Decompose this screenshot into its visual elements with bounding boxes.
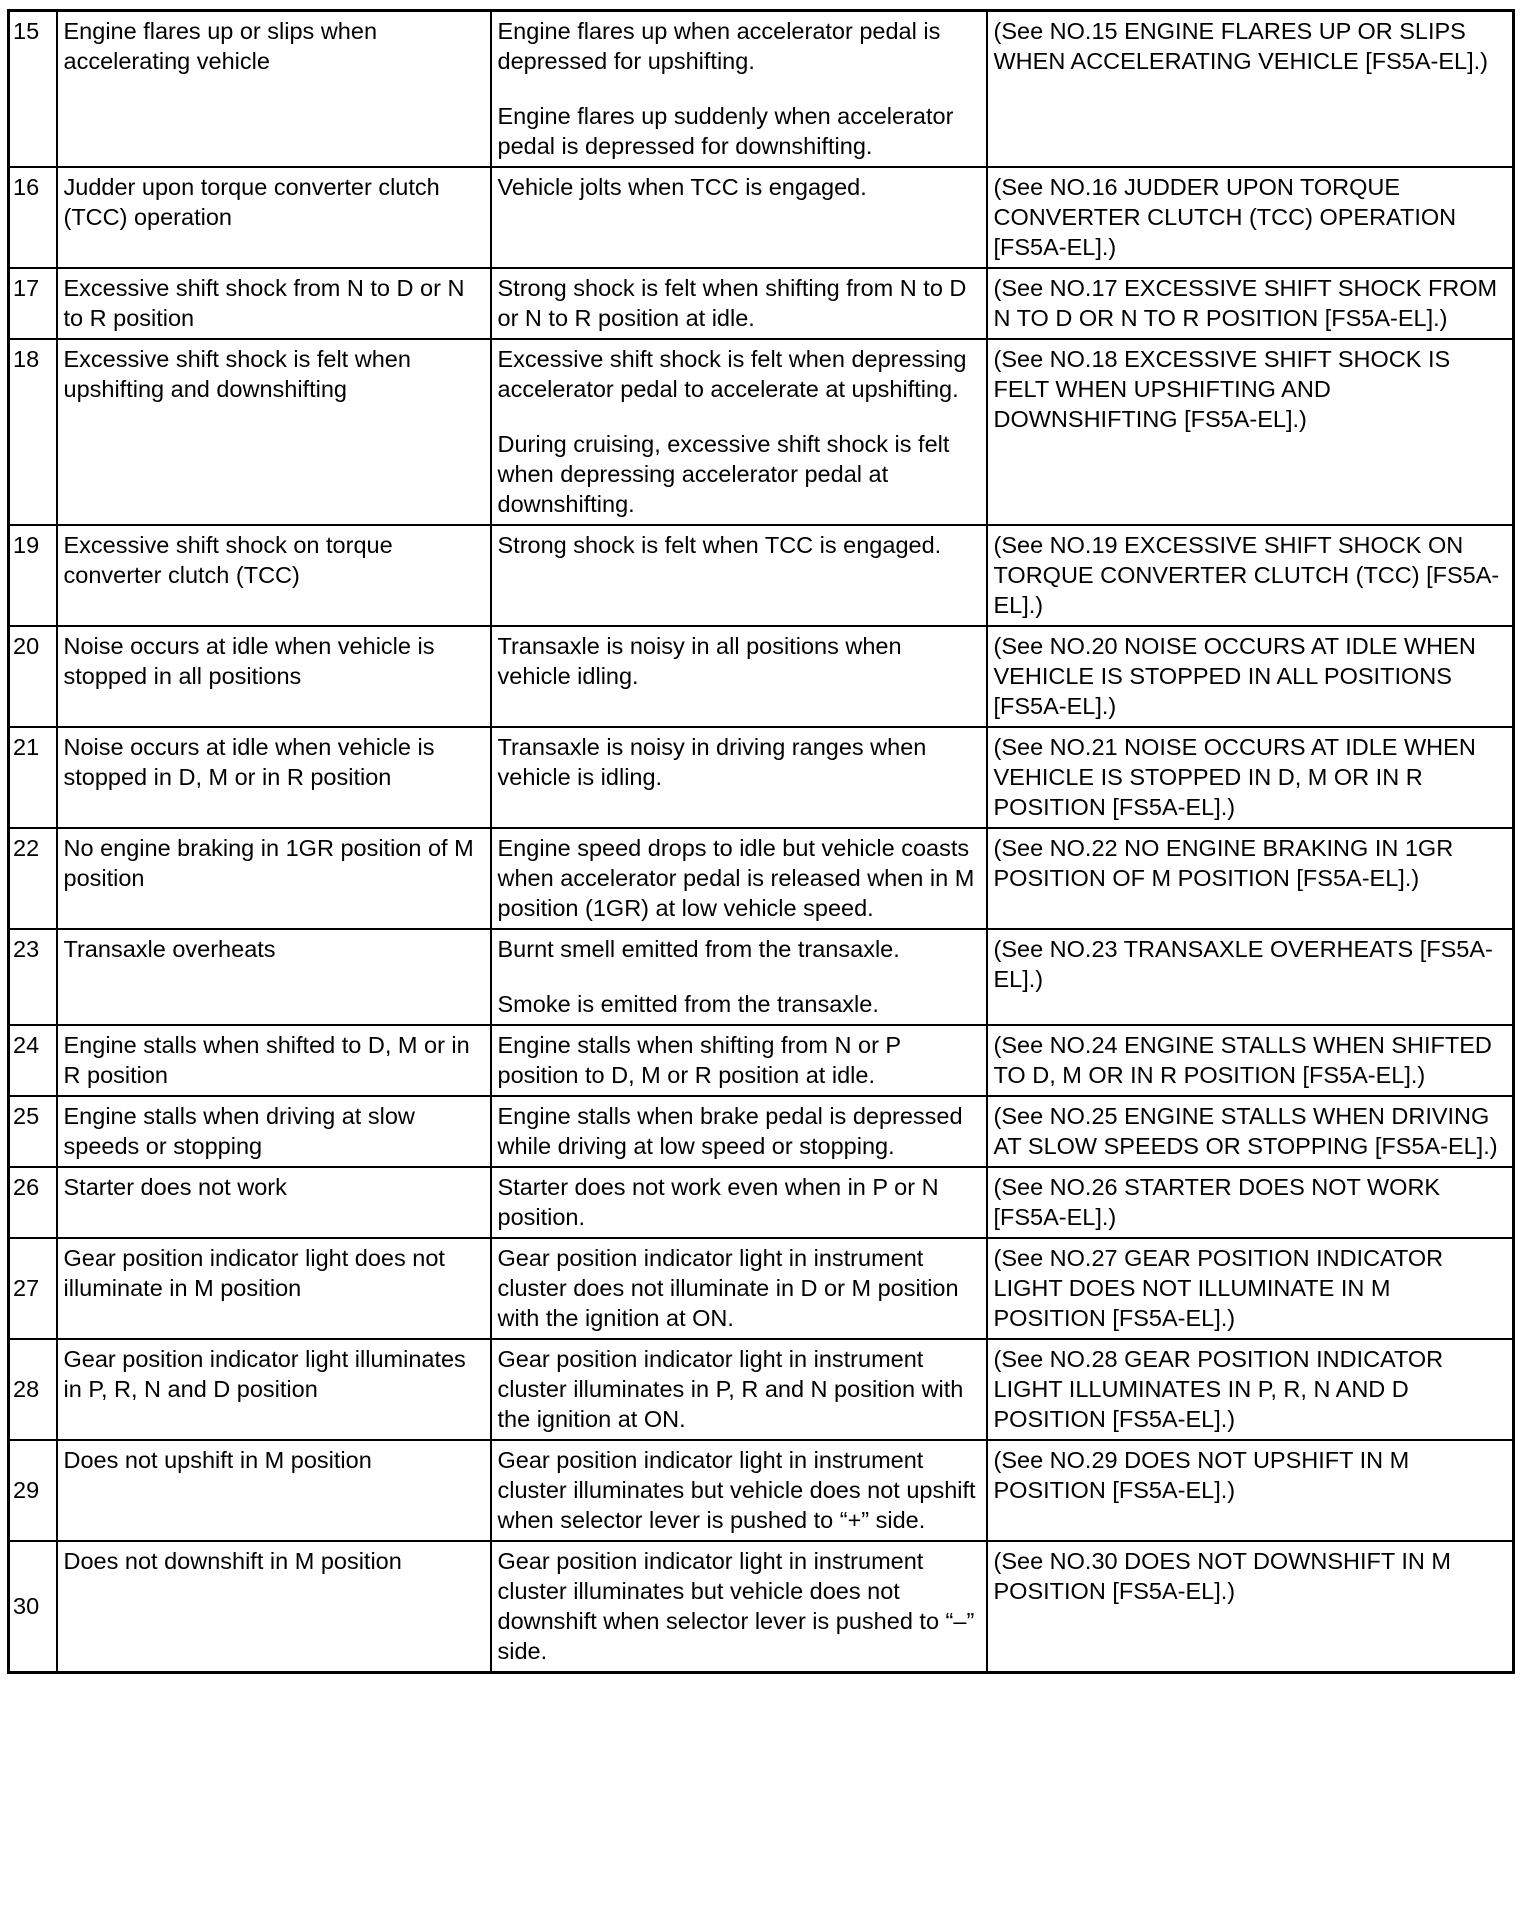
reference-cell: (See NO.19 EXCESSIVE SHIFT SHOCK ON TORQUE CONVERTER CLUTCH (TCC) [FS5A-EL].)	[987, 525, 1514, 626]
reference-cell: (See NO.25 ENGINE STALLS WHEN DRIVING AT SLOW SPEEDS OR STOPPING [FS5A-EL].)	[987, 1096, 1514, 1167]
symptom-table-container	[7, 9, 1512, 1674]
reference-cell: (See NO.28 GEAR POSITION INDICATOR LIGHT ILLUMINATES IN P, R, N AND D POSITION [FS5A-EL].)	[987, 1339, 1514, 1440]
symptom-cell: Excessive shift shock on torque converter clutch (TCC)	[57, 525, 491, 626]
symptom-cell: Noise occurs at idle when vehicle is stopped in all positions	[57, 626, 491, 727]
condition-text: Vehicle jolts when TCC is engaged.	[497, 174, 867, 200]
symptom-cell: Engine flares up or slips when accelerating vehicle	[57, 11, 491, 168]
table-row	[9, 929, 1514, 1025]
condition-text: Transaxle is noisy in driving ranges when vehicle is idling.	[497, 734, 927, 790]
condition-cell	[491, 1339, 987, 1440]
condition-text: Engine stalls when brake pedal is depressed while driving at low speed or stopping.	[497, 1103, 963, 1159]
symptom-cell: Excessive shift shock from N to D or N to R position	[57, 268, 491, 339]
table-row	[9, 626, 1514, 727]
reference-cell: (See NO.29 DOES NOT UPSHIFT IN M POSITION [FS5A-EL].)	[987, 1440, 1514, 1541]
condition-cell	[491, 1440, 987, 1541]
condition-cell	[491, 727, 987, 828]
row-number: 21	[9, 727, 57, 828]
condition-text: Engine stalls when shifting from N or P position to D, M or R position at idle.	[497, 1032, 901, 1088]
row-number: 15	[9, 11, 57, 168]
row-number: 17	[9, 268, 57, 339]
table-row	[9, 727, 1514, 828]
row-number: 28	[9, 1339, 57, 1440]
condition-cell	[491, 828, 987, 929]
symptom-troubleshooting-table	[7, 9, 1515, 1674]
table-row	[9, 268, 1514, 339]
condition-text: Excessive shift shock is felt when depressing accelerator pedal to accelerate at upshifting.	[497, 346, 967, 402]
row-number: 23	[9, 929, 57, 1025]
condition-cell	[491, 339, 987, 525]
row-number: 18	[9, 339, 57, 525]
condition-text: During cruising, excessive shift shock is felt when depressing accelerator pedal at downshifting.	[497, 431, 950, 517]
row-number: 27	[9, 1238, 57, 1339]
symptom-cell: No engine braking in 1GR position of M position	[57, 828, 491, 929]
table-body	[9, 11, 1514, 1673]
condition-text: Engine speed drops to idle but vehicle coasts when accelerator pedal is released when in M position (1GR) at low vehicle speed.	[497, 835, 975, 921]
table-row	[9, 11, 1514, 168]
symptom-cell: Excessive shift shock is felt when upshifting and downshifting	[57, 339, 491, 525]
table-row	[9, 1238, 1514, 1339]
symptom-cell: Gear position indicator light illuminates in P, R, N and D position	[57, 1339, 491, 1440]
symptom-cell: Gear position indicator light does not illuminate in M position	[57, 1238, 491, 1339]
condition-cell	[491, 1541, 987, 1673]
condition-text: Starter does not work even when in P or N position.	[497, 1174, 939, 1230]
condition-cell	[491, 929, 987, 1025]
reference-cell: (See NO.15 ENGINE FLARES UP OR SLIPS WHEN ACCELERATING VEHICLE [FS5A-EL].)	[987, 11, 1514, 168]
row-number: 24	[9, 1025, 57, 1096]
condition-text: Transaxle is noisy in all positions when vehicle idling.	[497, 633, 902, 689]
row-number: 26	[9, 1167, 57, 1238]
condition-text: Engine flares up suddenly when accelerator pedal is depressed for downshifting.	[497, 103, 954, 159]
reference-cell: (See NO.16 JUDDER UPON TORQUE CONVERTER CLUTCH (TCC) OPERATION [FS5A-EL].)	[987, 167, 1514, 268]
row-number: 25	[9, 1096, 57, 1167]
condition-cell	[491, 1238, 987, 1339]
table-row	[9, 1339, 1514, 1440]
table-row	[9, 1167, 1514, 1238]
condition-cell	[491, 268, 987, 339]
row-number: 16	[9, 167, 57, 268]
reference-cell: (See NO.27 GEAR POSITION INDICATOR LIGHT DOES NOT ILLUMINATE IN M POSITION [FS5A-EL].)	[987, 1238, 1514, 1339]
condition-text: Burnt smell emitted from the transaxle.	[497, 936, 900, 962]
symptom-cell: Noise occurs at idle when vehicle is stopped in D, M or in R position	[57, 727, 491, 828]
table-row	[9, 339, 1514, 525]
row-number: 30	[9, 1541, 57, 1673]
row-number: 20	[9, 626, 57, 727]
symptom-cell: Starter does not work	[57, 1167, 491, 1238]
reference-cell: (See NO.26 STARTER DOES NOT WORK [FS5A-EL].)	[987, 1167, 1514, 1238]
reference-cell: (See NO.21 NOISE OCCURS AT IDLE WHEN VEHICLE IS STOPPED IN D, M OR IN R POSITION [FS5A-EL].)	[987, 727, 1514, 828]
symptom-cell: Does not upshift in M position	[57, 1440, 491, 1541]
row-number: 19	[9, 525, 57, 626]
table-row	[9, 1096, 1514, 1167]
symptom-cell: Judder upon torque converter clutch (TCC) operation	[57, 167, 491, 268]
condition-text: Smoke is emitted from the transaxle.	[497, 991, 879, 1017]
condition-cell	[491, 1096, 987, 1167]
reference-cell: (See NO.17 EXCESSIVE SHIFT SHOCK FROM N TO D OR N TO R POSITION [FS5A-EL].)	[987, 268, 1514, 339]
table-row	[9, 828, 1514, 929]
symptom-cell: Engine stalls when driving at slow speeds or stopping	[57, 1096, 491, 1167]
symptom-cell: Engine stalls when shifted to D, M or in R position	[57, 1025, 491, 1096]
condition-text: Engine flares up when accelerator pedal is depressed for upshifting.	[497, 18, 941, 74]
condition-cell	[491, 1167, 987, 1238]
table-row	[9, 1440, 1514, 1541]
condition-text: Gear position indicator light in instrument cluster does not illuminate in D or M position with the ignition at ON.	[497, 1245, 959, 1331]
symptom-cell: Transaxle overheats	[57, 929, 491, 1025]
reference-cell: (See NO.30 DOES NOT DOWNSHIFT IN M POSITION [FS5A-EL].)	[987, 1541, 1514, 1673]
condition-text: Gear position indicator light in instrument cluster illuminates but vehicle does not downshift when selector lever is pushed to “–” side.	[497, 1548, 975, 1664]
condition-cell	[491, 525, 987, 626]
condition-text: Gear position indicator light in instrument cluster illuminates but vehicle does not upshift when selector lever is pushed to “+” side.	[497, 1447, 976, 1533]
table-row	[9, 525, 1514, 626]
reference-cell: (See NO.18 EXCESSIVE SHIFT SHOCK IS FELT WHEN UPSHIFTING AND DOWNSHIFTING [FS5A-EL].)	[987, 339, 1514, 525]
row-number: 22	[9, 828, 57, 929]
table-row	[9, 167, 1514, 268]
table-row	[9, 1541, 1514, 1673]
reference-cell: (See NO.24 ENGINE STALLS WHEN SHIFTED TO D, M OR IN R POSITION [FS5A-EL].)	[987, 1025, 1514, 1096]
condition-text: Strong shock is felt when TCC is engaged.	[497, 532, 942, 558]
condition-text: Gear position indicator light in instrument cluster illuminates in P, R and N position with the ignition at ON.	[497, 1346, 964, 1432]
condition-cell	[491, 626, 987, 727]
symptom-cell: Does not downshift in M position	[57, 1541, 491, 1673]
row-number: 29	[9, 1440, 57, 1541]
condition-cell	[491, 11, 987, 168]
reference-cell: (See NO.22 NO ENGINE BRAKING IN 1GR POSITION OF M POSITION [FS5A-EL].)	[987, 828, 1514, 929]
condition-cell	[491, 1025, 987, 1096]
condition-text: Strong shock is felt when shifting from N to D or N to R position at idle.	[497, 275, 967, 331]
reference-cell: (See NO.20 NOISE OCCURS AT IDLE WHEN VEHICLE IS STOPPED IN ALL POSITIONS [FS5A-EL].)	[987, 626, 1514, 727]
reference-cell: (See NO.23 TRANSAXLE OVERHEATS [FS5A-EL].)	[987, 929, 1514, 1025]
condition-cell	[491, 167, 987, 268]
table-row	[9, 1025, 1514, 1096]
